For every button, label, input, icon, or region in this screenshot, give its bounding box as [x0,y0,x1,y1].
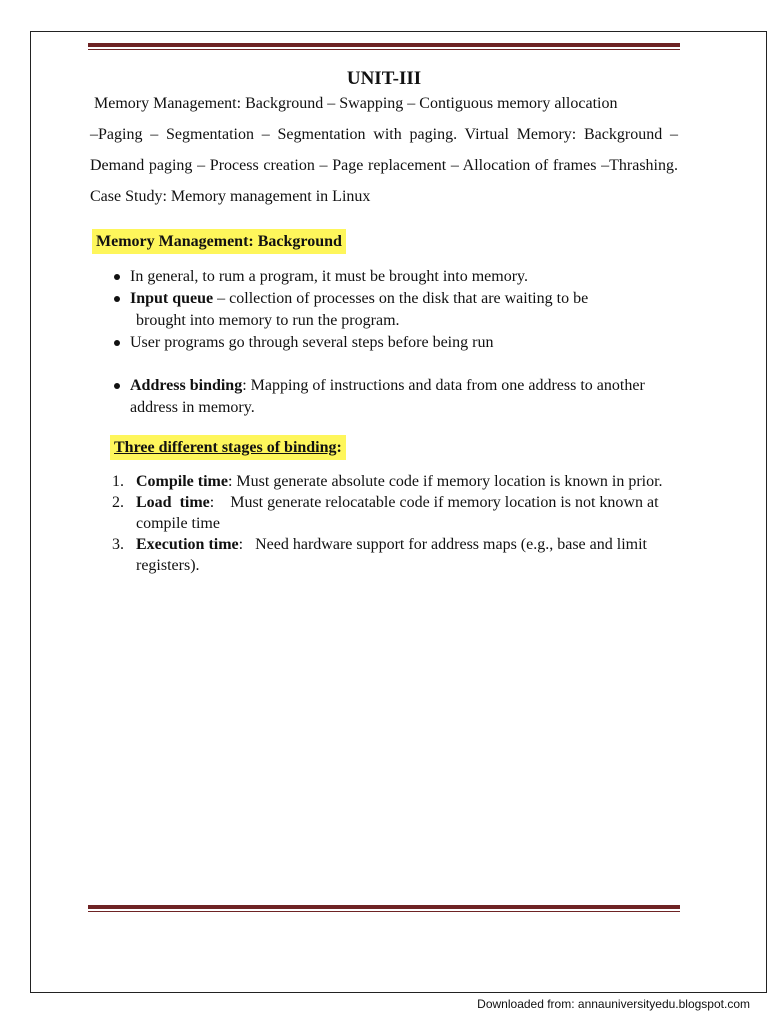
bullet-icon [114,383,120,389]
stages-heading-colon: : [336,439,342,456]
bullet-text: – collection of processes on the disk that are waiting to be [213,290,589,307]
stage-term: Load time [136,494,210,511]
bullet-continuation: brought into memory to run the program. [136,312,400,329]
bullet-item [112,288,672,332]
stage-item [112,534,678,576]
section-heading: Memory Management: Background [92,229,346,254]
stage-number: 1. [112,473,124,490]
stage-text: : Need hardware support for address maps (e.g., base and limit registers). [136,536,651,574]
stages-list [112,471,678,576]
bullet-term: Input queue [130,290,214,307]
stage-text: : Must generate relocatable code if memory location is not known at compile time [136,494,663,532]
bullet-list [112,266,672,419]
stage-number: 2. [112,494,124,511]
stage-item [112,471,678,492]
stages-heading [110,435,346,460]
bullet-item [112,332,672,354]
bullet-text: In general, to rum a program, it must be brought into memory. [130,268,528,285]
bullet-item [112,375,672,419]
stage-text: : Must generate absolute code if memory location is known in prior. [227,473,663,490]
bullet-icon [114,296,120,302]
stages-heading-text: Three different stages of binding [114,439,337,456]
stage-number: 3. [112,536,124,553]
top-divider [88,43,680,50]
bullet-text: : Mapping of instructions and data from one address to another address in memory. [130,377,645,416]
bottom-divider [88,905,680,912]
stage-item [112,492,678,534]
bullet-item [112,266,672,288]
stage-term: Execution time [136,536,239,553]
bullet-text: User programs go through several steps before being run [130,334,494,351]
bullet-term: Address binding [130,377,243,394]
download-source-note: Downloaded from: annauniversityedu.blogspot.com [477,997,750,1011]
unit-title: UNIT-III [346,68,422,89]
syllabus-line-2: –Paging – Segmentation – Segmentation with paging. Virtual Memory: Background –Demand paging – Process creation – Page replacement – Allocation of frames –Thrashing. Case Study: Memory management in Linux [90,126,678,205]
syllabus-line-1: Memory Management: Background – Swapping – Contiguous memory allocation [94,95,618,112]
bullet-icon [114,274,120,280]
syllabus-paragraph [90,88,678,212]
bullet-icon [114,340,120,346]
stage-term: Compile time [136,473,228,490]
